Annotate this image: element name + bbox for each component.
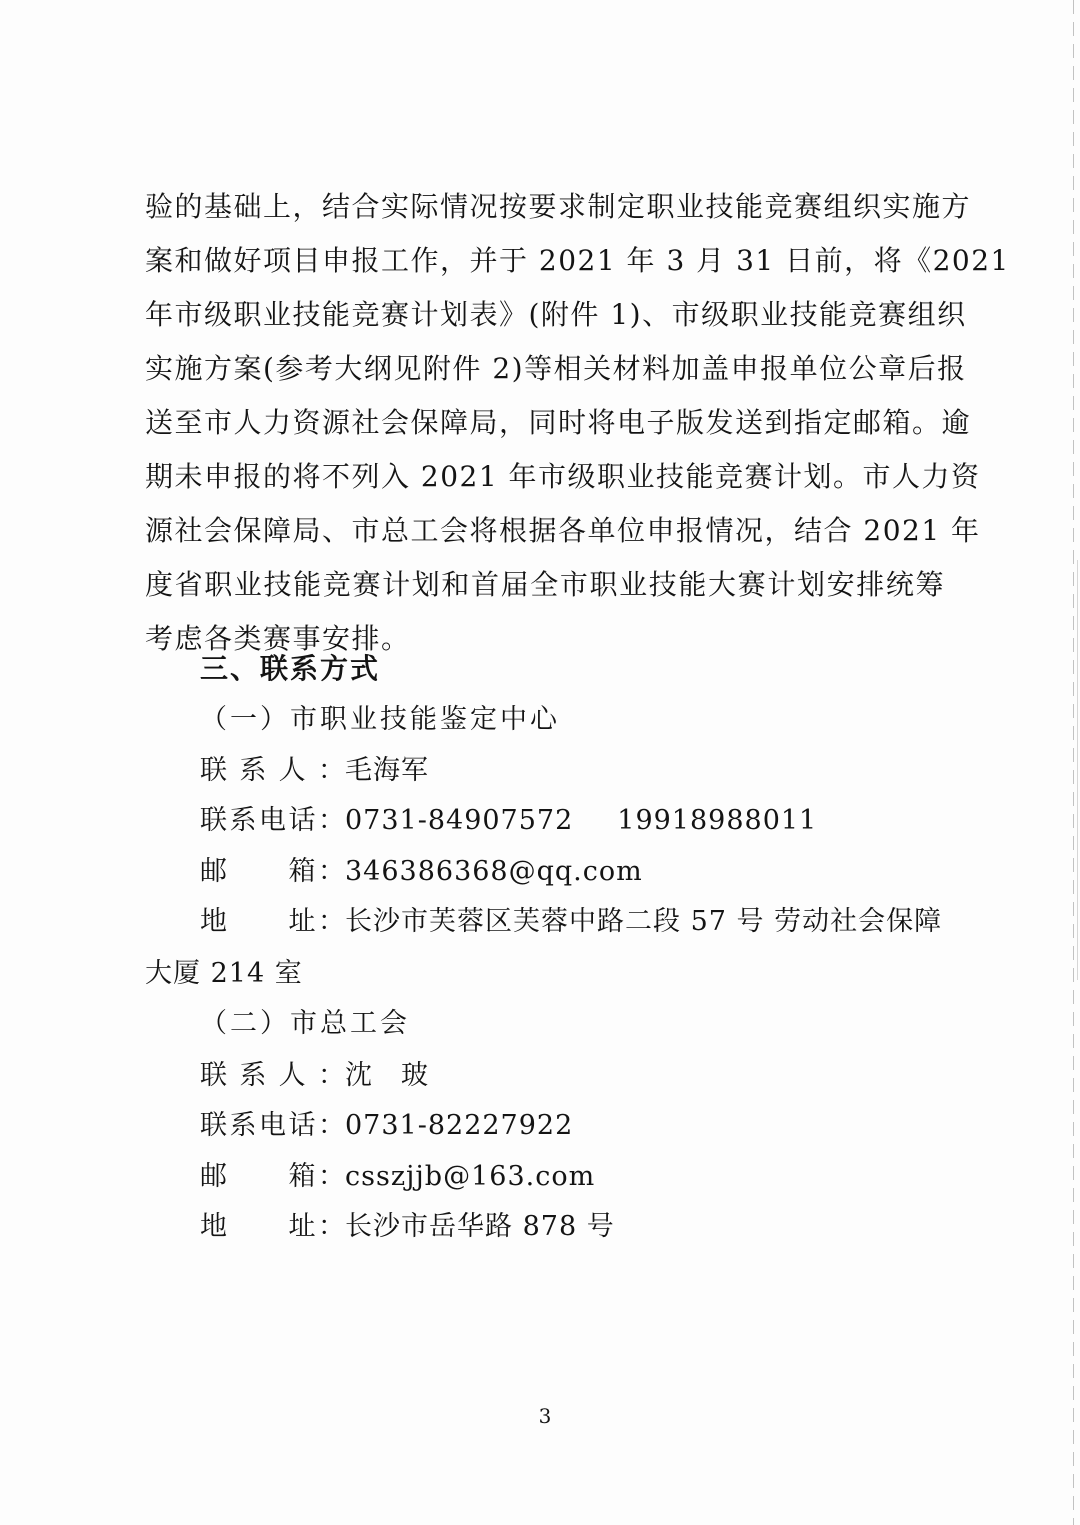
contact-person-value: 沈 玻 <box>345 1060 429 1091</box>
contact-address-value: 长沙市岳华路 878 号 <box>345 1211 615 1242</box>
section-heading: 三、联系方式 <box>200 652 381 685</box>
body-line: 年市级职业技能竞赛计划表》(附件 1)、市级职业技能竞赛组织 <box>145 298 967 331</box>
body-line: 期未申报的将不列入 2021 年市级职业技能竞赛计划。市人力资 <box>145 460 981 493</box>
contact-person-label: 联系人： <box>200 755 345 786</box>
contact-phone-value: 0731-82227922 <box>345 1110 574 1141</box>
contact-2-title: （二）市总工会 <box>200 1008 410 1039</box>
contact-email-label: 邮 箱： <box>200 1161 345 1192</box>
scan-edge-mark-secondary <box>1077 560 1078 980</box>
contact-phone-label: 联系电话： <box>200 1110 345 1141</box>
page-number: 3 <box>538 1404 552 1428</box>
contact-address-label: 地 址： <box>200 1211 345 1242</box>
contact-1-phone-row <box>200 801 817 841</box>
contact-person-label: 联系人： <box>200 1060 345 1091</box>
contact-email-label: 邮 箱： <box>200 856 345 887</box>
contact-1-address-continued: 大厦 214 室 <box>145 958 303 989</box>
contact-1-email-row <box>200 852 643 892</box>
contact-2-email-row <box>200 1157 595 1197</box>
contact-1-address-row <box>200 902 942 942</box>
body-line: 考虑各类赛事安排。 <box>145 622 411 655</box>
contact-2-address-row <box>200 1207 615 1247</box>
body-line: 验的基础上，结合实际情况按要求制定职业技能竞赛组织实施方 <box>145 190 972 223</box>
body-paragraph <box>145 180 1010 666</box>
contact-1-title: （一）市职业技能鉴定中心 <box>200 704 560 735</box>
body-line: 实施方案(参考大纲见附件 2)等相关材料加盖申报单位公章后报 <box>145 352 967 385</box>
contact-email-value: csszjjb@163.com <box>345 1161 596 1192</box>
contact-email-value: 346386368@qq.com <box>345 856 643 887</box>
contact-mobile-value: 19918988011 <box>617 805 818 836</box>
scan-edge-mark <box>1073 0 1074 1525</box>
contact-person-value: 毛海军 <box>345 755 429 786</box>
contact-address-value: 长沙市芙蓉区芙蓉中路二段 57 号 劳动社会保障 <box>345 906 943 937</box>
contact-address-label: 地 址： <box>200 906 345 937</box>
body-line: 案和做好项目申报工作，并于 2021 年 3 月 31 日前，将《2021 <box>145 244 1010 277</box>
body-line: 源社会保障局、市总工会将根据各单位申报情况，结合 2021 年 <box>145 514 981 547</box>
contact-phone-value: 0731-84907572 <box>345 805 574 836</box>
body-line: 送至市人力资源社会保障局，同时将电子版发送到指定邮箱。逾 <box>145 406 972 439</box>
contact-phone-label: 联系电话： <box>200 805 345 836</box>
contact-2-phone-row <box>200 1106 573 1146</box>
body-line: 度省职业技能竞赛计划和首届全市职业技能大赛计划安排统筹 <box>145 568 945 601</box>
contact-2-person-row <box>200 1056 429 1096</box>
contact-1-person-row <box>200 751 429 791</box>
